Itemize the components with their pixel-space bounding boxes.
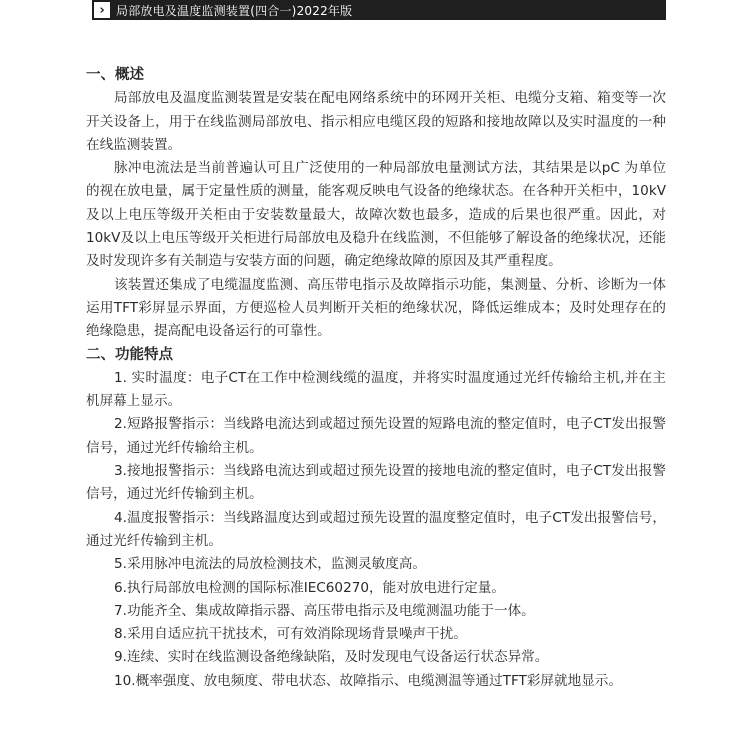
feature-item: 5.采用脉冲电流法的局放检测技术，监测灵敏度高。 bbox=[114, 556, 427, 573]
feature-item: 3.接地报警指示：当线路电流达到或超过预先设置的接地电流的整定值时，电子CT发出报警信号，通过光纤传输到主机。 bbox=[86, 463, 666, 503]
feature-item: 1. 实时温度：电子CT在工作中检测线缆的温度，并将实时温度通过光纤传输给主机,并在主机屏幕上显示。 bbox=[86, 369, 666, 410]
overview-paragraph: 脉冲电流法是当前普遍认可且广泛使用的一种局部放电量测试方法，其结果是以pC 为单位的视在放电量，属于定量性质的测量，能客观反映电气设备的绝缘状态。在各种开关柜中，10kV及以上电压等级开关柜由于安装数量最大，故障次数也最多，造成的后果也很严重。因此，对10kV及以上电压等级开关柜进行局部放电及稳升在线监测，不但能够了解设备的绝缘状况，还能及时发现许多有关制造与安装方面的问题，确定绝缘故障的原因及其严重程度。 bbox=[86, 160, 666, 270]
overview-paragraph: 局部放电及温度监测装置是安装在配电网络系统中的环网开关柜、电缆分支箱、箱变等一次开关设备上，用于在线监测局部放电、指示相应电缆区段的短路和接地故障以及实时温度的一种在线监测装置。 bbox=[86, 90, 666, 153]
feature-item: 10.概率强度、放电频度、带电状态、故障指示、电缆测温等通过TFT彩屏就地显示。 bbox=[114, 672, 622, 689]
section-heading-overview: 一、概述 bbox=[86, 67, 144, 83]
feature-item: 8.采用自适应抗干扰技术，可有效消除现场背景噪声干扰。 bbox=[114, 626, 467, 643]
overview-paragraph: 该装置还集成了电缆温度监测、高压带电指示及故障指示功能，集测量、分析、诊断为一体运用TFT彩屏显示界面，方便巡检人员判断开关柜的绝缘状况，降低运维成本；及时处理存在的绝缘隐患，提高配电设备运行的可靠性。 bbox=[86, 276, 666, 340]
section-heading-features: 二、功能特点 bbox=[86, 346, 173, 363]
feature-item: 9.连续、实时在线监测设备绝缘缺陷，及时发现电气设备运行状态异常。 bbox=[114, 649, 549, 666]
feature-item: 6.执行局部放电检测的国际标准IEC60270，能对放电进行定量。 bbox=[114, 579, 505, 596]
chevron-right-icon: › bbox=[94, 2, 110, 18]
feature-item: 4.温度报警指示：当线路温度达到或超过预先设置的温度整定值时，电子CT发出报警信号，通过光纤传输到主机。 bbox=[86, 509, 666, 549]
header-bar bbox=[92, 0, 666, 20]
feature-item: 7.功能齐全、集成故障指示器、高压带电指示及电缆测温功能于一体。 bbox=[114, 602, 535, 619]
header-title: 局部放电及温度监测装置(四合一)2022年版 bbox=[116, 3, 353, 18]
feature-item: 2.短路报警指示：当线路电流达到或超过预先设置的短路电流的整定值时，电子CT发出报警信号，通过光纤传输给主机。 bbox=[86, 416, 666, 456]
document-body bbox=[86, 64, 666, 693]
